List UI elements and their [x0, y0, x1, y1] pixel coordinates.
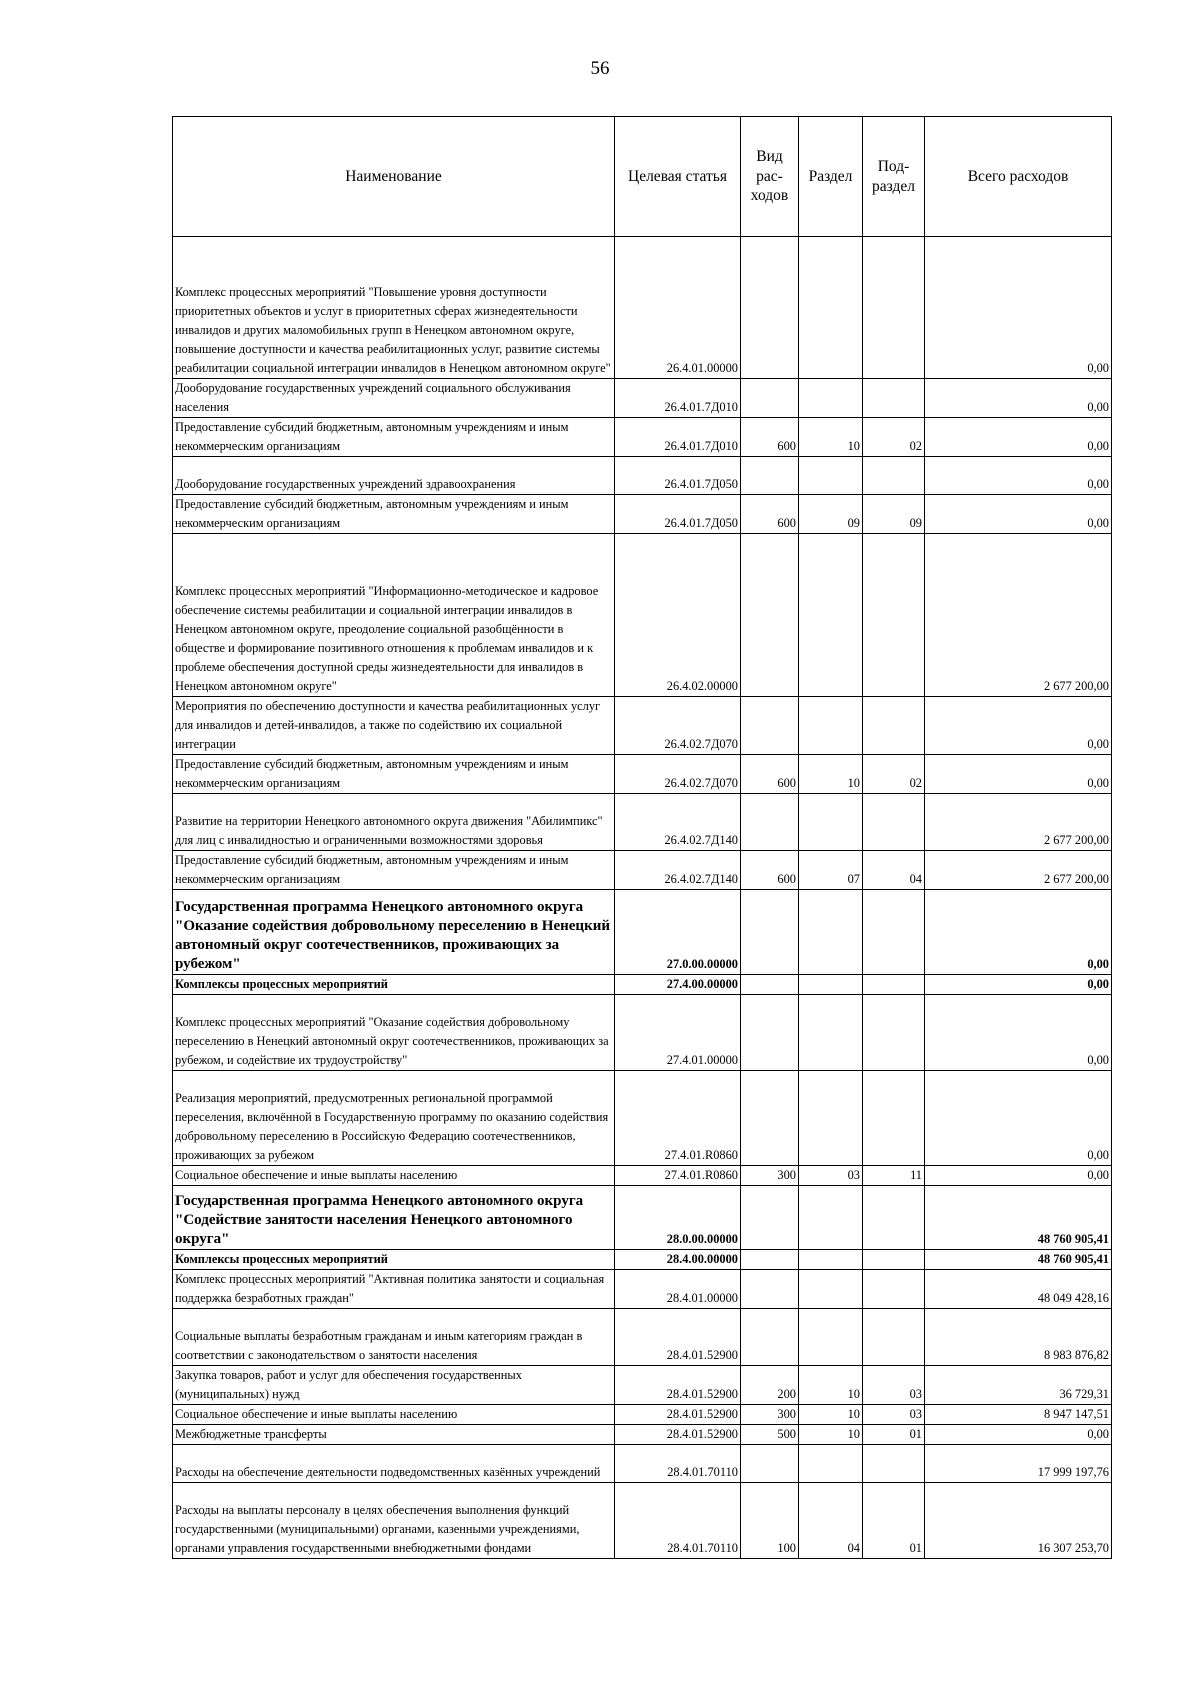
row-subsection	[863, 457, 925, 495]
row-expense-kind	[741, 697, 799, 755]
row-section	[799, 379, 863, 418]
table-row	[173, 495, 1112, 534]
row-name: Предоставление субсидий бюджетным, автономным учреждениям и иным некоммерческим организациям	[173, 851, 615, 890]
table-row	[173, 755, 1112, 794]
row-target-article: 27.0.00.00000	[615, 890, 741, 975]
table-row	[173, 1366, 1112, 1405]
header-target-article: Целевая статья	[615, 117, 741, 237]
row-section: 10	[799, 418, 863, 457]
row-expense-kind	[741, 237, 799, 379]
row-subsection: 11	[863, 1166, 925, 1186]
row-subsection: 01	[863, 1425, 925, 1445]
row-name: Расходы на выплаты персоналу в целях обеспечения выполнения функций государственными (муниципальными) органами, казенными учреждениями, органами управления государственными внебюджетными фондами	[173, 1483, 615, 1559]
row-section	[799, 1445, 863, 1483]
row-expense-kind	[741, 1250, 799, 1270]
row-name: Социальное обеспечение и иные выплаты населению	[173, 1166, 615, 1186]
row-name: Закупка товаров, работ и услуг для обеспечения государственных (муниципальных) нужд	[173, 1366, 615, 1405]
table-row	[173, 851, 1112, 890]
table-row	[173, 697, 1112, 755]
row-name: Социальное обеспечение и иные выплаты населению	[173, 1405, 615, 1425]
page-number: 56	[590, 58, 610, 79]
table-row	[173, 379, 1112, 418]
row-target-article: 27.4.01.00000	[615, 995, 741, 1071]
row-section: 10	[799, 1425, 863, 1445]
row-total: 8 947 147,51	[925, 1405, 1112, 1425]
row-target-article: 26.4.02.7Д070	[615, 755, 741, 794]
row-section	[799, 890, 863, 975]
row-subsection	[863, 794, 925, 851]
row-target-article: 28.4.01.52900	[615, 1309, 741, 1366]
row-total: 0,00	[925, 975, 1112, 995]
row-total: 48 049 428,16	[925, 1270, 1112, 1309]
row-name: Государственная программа Ненецкого автономного округа "Оказание содействия добровольному переселению в Ненецкий автономный округ соотечественников, проживающих за рубежом"	[173, 890, 615, 975]
table-row	[173, 1166, 1112, 1186]
row-expense-kind: 600	[741, 495, 799, 534]
row-expense-kind	[741, 975, 799, 995]
row-expense-kind	[741, 379, 799, 418]
row-total: 8 983 876,82	[925, 1309, 1112, 1366]
row-total: 0,00	[925, 755, 1112, 794]
row-total: 16 307 253,70	[925, 1483, 1112, 1559]
row-target-article: 28.4.01.52900	[615, 1405, 741, 1425]
row-name: Дооборудование государственных учреждений здравоохранения	[173, 457, 615, 495]
row-subsection	[863, 379, 925, 418]
row-total: 0,00	[925, 495, 1112, 534]
table-row	[173, 1425, 1112, 1445]
row-name: Дооборудование государственных учреждений социального обслуживания населения	[173, 379, 615, 418]
row-target-article: 28.4.01.52900	[615, 1366, 741, 1405]
row-expense-kind	[741, 534, 799, 697]
row-name: Комплексы процессных мероприятий	[173, 975, 615, 995]
row-expense-kind	[741, 1445, 799, 1483]
row-subsection	[863, 995, 925, 1071]
row-section: 09	[799, 495, 863, 534]
row-section	[799, 697, 863, 755]
row-expense-kind: 100	[741, 1483, 799, 1559]
row-total: 0,00	[925, 890, 1112, 975]
row-expense-kind: 600	[741, 755, 799, 794]
row-subsection	[863, 975, 925, 995]
row-target-article: 26.4.01.7Д050	[615, 495, 741, 534]
row-expense-kind	[741, 1270, 799, 1309]
row-section	[799, 534, 863, 697]
row-total: 2 677 200,00	[925, 534, 1112, 697]
row-name: Расходы на обеспечение деятельности подведомственных казённых учреждений	[173, 1445, 615, 1483]
row-expense-kind: 600	[741, 418, 799, 457]
row-subsection: 02	[863, 755, 925, 794]
row-total: 0,00	[925, 457, 1112, 495]
row-target-article: 26.4.02.7Д140	[615, 851, 741, 890]
header-row	[173, 117, 1112, 237]
row-section	[799, 794, 863, 851]
row-target-article: 26.4.01.7Д010	[615, 379, 741, 418]
row-target-article: 26.4.01.7Д010	[615, 418, 741, 457]
row-name: Комплекс процессных мероприятий "Оказание содействия добровольному переселению в Ненецкий автономный округ соотечественников, проживающих за рубежом, и содействие их трудоустройству"	[173, 995, 615, 1071]
row-section	[799, 237, 863, 379]
row-subsection: 09	[863, 495, 925, 534]
header-name: Наименование	[173, 117, 615, 237]
row-target-article: 28.4.01.52900	[615, 1425, 741, 1445]
row-target-article: 26.4.01.7Д050	[615, 457, 741, 495]
row-section: 10	[799, 1366, 863, 1405]
row-name: Межбюджетные трансферты	[173, 1425, 615, 1445]
row-target-article: 28.4.00.00000	[615, 1250, 741, 1270]
row-total: 0,00	[925, 697, 1112, 755]
row-total: 0,00	[925, 1425, 1112, 1445]
row-target-article: 26.4.02.7Д070	[615, 697, 741, 755]
row-total: 0,00	[925, 379, 1112, 418]
table-row	[173, 1405, 1112, 1425]
row-subsection	[863, 1186, 925, 1250]
row-expense-kind	[741, 794, 799, 851]
row-total: 0,00	[925, 1071, 1112, 1166]
row-target-article: 26.4.02.00000	[615, 534, 741, 697]
table-row	[173, 995, 1112, 1071]
row-subsection	[863, 1309, 925, 1366]
row-total: 36 729,31	[925, 1366, 1112, 1405]
row-section: 04	[799, 1483, 863, 1559]
header-expense-kind: Вид рас-ходов	[741, 117, 799, 237]
table-row	[173, 1445, 1112, 1483]
row-expense-kind: 300	[741, 1405, 799, 1425]
header-section: Раздел	[799, 117, 863, 237]
row-subsection	[863, 1270, 925, 1309]
row-section: 10	[799, 755, 863, 794]
row-total: 17 999 197,76	[925, 1445, 1112, 1483]
row-subsection: 03	[863, 1405, 925, 1425]
row-name: Государственная программа Ненецкого автономного округа "Содействие занятости населения Ненецкого автономного округа"	[173, 1186, 615, 1250]
row-name: Комплекс процессных мероприятий "Повышение уровня доступности приоритетных объектов и услуг в приоритетных сферах жизнедеятельности инвалидов и других маломобильных групп в Ненецком автономном округе, повышение доступности и качества реабилитационных услуг, развитие системы реабилитации социальной интеграции инвалидов в Ненецком автономном округе"	[173, 237, 615, 379]
row-expense-kind	[741, 457, 799, 495]
row-subsection: 03	[863, 1366, 925, 1405]
table-row	[173, 975, 1112, 995]
row-expense-kind: 300	[741, 1166, 799, 1186]
row-total: 0,00	[925, 237, 1112, 379]
row-total: 2 677 200,00	[925, 794, 1112, 851]
row-expense-kind	[741, 890, 799, 975]
row-target-article: 28.4.01.70110	[615, 1483, 741, 1559]
row-subsection: 01	[863, 1483, 925, 1559]
row-total: 0,00	[925, 995, 1112, 1071]
row-subsection	[863, 237, 925, 379]
table-row	[173, 1309, 1112, 1366]
table-row	[173, 890, 1112, 975]
row-name: Предоставление субсидий бюджетным, автономным учреждениям и иным некоммерческим организациям	[173, 755, 615, 794]
table-row	[173, 237, 1112, 379]
row-section: 07	[799, 851, 863, 890]
row-expense-kind: 600	[741, 851, 799, 890]
table-row	[173, 457, 1112, 495]
row-name: Комплекс процессных мероприятий "Активная политика занятости и социальная поддержка безработных граждан"	[173, 1270, 615, 1309]
header-subsection: Под-раздел	[863, 117, 925, 237]
row-subsection	[863, 1071, 925, 1166]
row-name: Реализация мероприятий, предусмотренных региональной программой переселения, включённой в Государственную программу по оказанию содействия добровольному переселению в Российскую Федерацию соотечественников, проживающих за рубежом	[173, 1071, 615, 1166]
row-target-article: 27.4.01.R0860	[615, 1071, 741, 1166]
row-target-article: 28.4.01.00000	[615, 1270, 741, 1309]
row-section: 10	[799, 1405, 863, 1425]
row-total: 2 677 200,00	[925, 851, 1112, 890]
row-expense-kind	[741, 1071, 799, 1166]
row-expense-kind: 200	[741, 1366, 799, 1405]
row-subsection	[863, 534, 925, 697]
row-section	[799, 1186, 863, 1250]
row-section	[799, 1250, 863, 1270]
row-total: 48 760 905,41	[925, 1250, 1112, 1270]
table-row	[173, 1250, 1112, 1270]
row-name: Развитие на территории Ненецкого автономного округа движения "Абилимпикс" для лиц с инвалидностью и ограниченными возможностями здоровья	[173, 794, 615, 851]
row-target-article: 28.0.00.00000	[615, 1186, 741, 1250]
table-row	[173, 794, 1112, 851]
budget-table	[172, 116, 1112, 1559]
row-section	[799, 457, 863, 495]
row-section	[799, 1071, 863, 1166]
row-target-article: 27.4.01.R0860	[615, 1166, 741, 1186]
table-row	[173, 1071, 1112, 1166]
row-target-article: 27.4.00.00000	[615, 975, 741, 995]
row-section: 03	[799, 1166, 863, 1186]
row-section	[799, 975, 863, 995]
row-subsection: 02	[863, 418, 925, 457]
row-subsection	[863, 1445, 925, 1483]
row-subsection	[863, 890, 925, 975]
row-target-article: 26.4.02.7Д140	[615, 794, 741, 851]
row-name: Предоставление субсидий бюджетным, автономным учреждениям и иным некоммерческим организациям	[173, 418, 615, 457]
row-section	[799, 1309, 863, 1366]
row-expense-kind	[741, 1186, 799, 1250]
row-subsection: 04	[863, 851, 925, 890]
table-row	[173, 534, 1112, 697]
table-row	[173, 1186, 1112, 1250]
row-expense-kind	[741, 995, 799, 1071]
table-row	[173, 1270, 1112, 1309]
row-section	[799, 1270, 863, 1309]
row-name: Предоставление субсидий бюджетным, автономным учреждениям и иным некоммерческим организациям	[173, 495, 615, 534]
row-name: Комплекс процессных мероприятий "Информационно-методическое и кадровое обеспечение системы реабилитации и социальной интеграции инвалидов в Ненецком автономном округе, преодоление социальной разобщённости в обществе и формирование позитивного отношения к проблемам инвалидов и к проблеме обеспечения доступной среды жизнедеятельности для инвалидов в Ненецком автономном округе"	[173, 534, 615, 697]
row-expense-kind	[741, 1309, 799, 1366]
row-section	[799, 995, 863, 1071]
table-row	[173, 1483, 1112, 1559]
header-total: Всего расходов	[925, 117, 1112, 237]
row-total: 0,00	[925, 1166, 1112, 1186]
row-total: 48 760 905,41	[925, 1186, 1112, 1250]
table-body	[173, 237, 1112, 1559]
row-expense-kind: 500	[741, 1425, 799, 1445]
row-subsection	[863, 1250, 925, 1270]
table-row	[173, 418, 1112, 457]
row-total: 0,00	[925, 418, 1112, 457]
row-name: Комплексы процессных мероприятий	[173, 1250, 615, 1270]
row-name: Мероприятия по обеспечению доступности и качества реабилитационных услуг для инвалидов и детей-инвалидов, а также по содействию их социальной интеграции	[173, 697, 615, 755]
row-target-article: 26.4.01.00000	[615, 237, 741, 379]
row-name: Социальные выплаты безработным гражданам и иным категориям граждан в соответствии с законодательством о занятости населения	[173, 1309, 615, 1366]
row-subsection	[863, 697, 925, 755]
row-target-article: 28.4.01.70110	[615, 1445, 741, 1483]
